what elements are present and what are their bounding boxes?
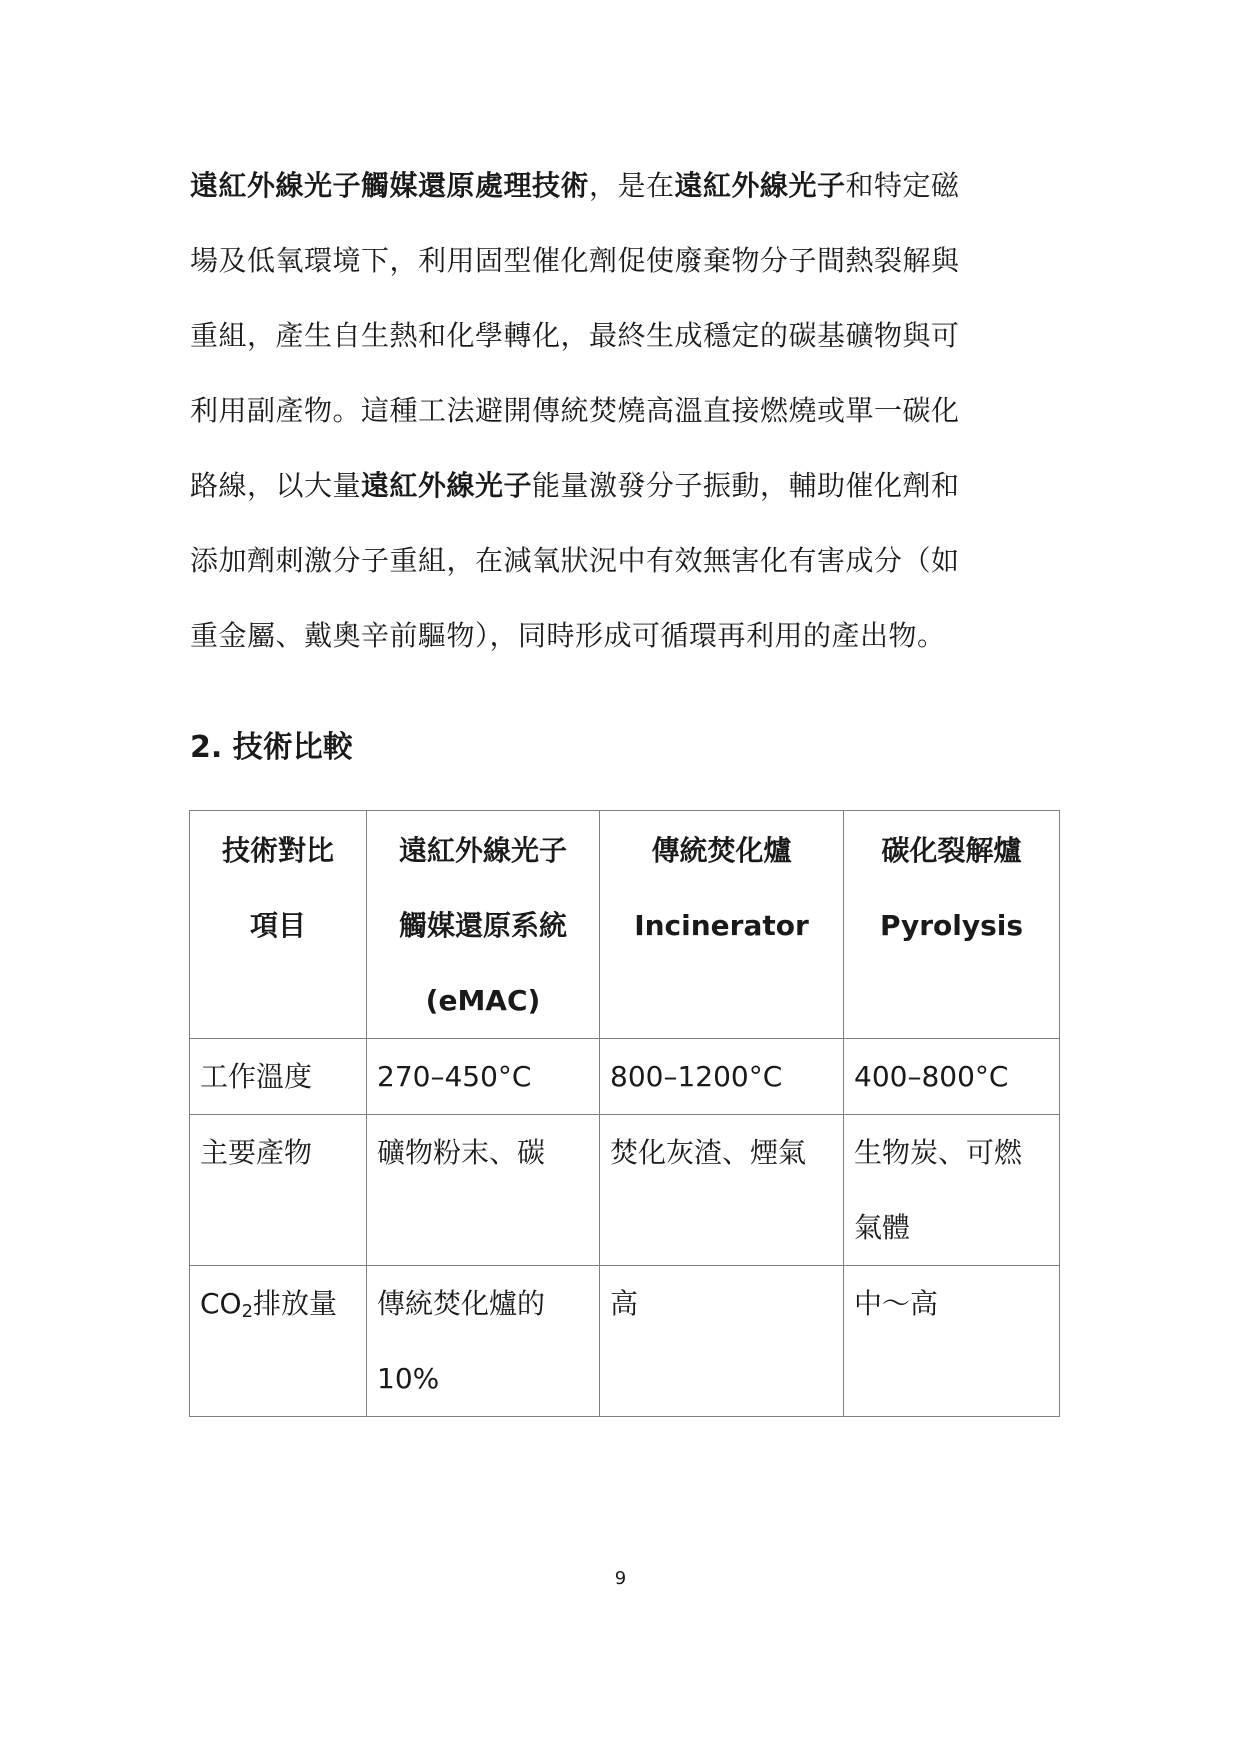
paragraph-text: ，是在 [589, 169, 675, 202]
header-cell-pyrolysis [844, 811, 1060, 1039]
paragraph-text: 路線，以大量 [190, 469, 362, 502]
header-line: Pyrolysis [879, 909, 1024, 942]
table-cell [600, 1115, 844, 1266]
header-cell-incinerator [600, 811, 844, 1039]
cell-text: 生物炭、可燃 [854, 1136, 1023, 1169]
row-label-cell [190, 1039, 367, 1115]
paragraph-line [190, 458, 1050, 533]
paragraph-line [190, 383, 1050, 458]
table-cell [600, 1039, 844, 1115]
cell-text: 焚化灰渣、煙氣 [610, 1136, 807, 1169]
paragraph-text: 利用副產物。這種工法避開傳統焚燒高溫直接燃燒或單一碳化 [190, 394, 960, 427]
table-cell [844, 1266, 1060, 1417]
bold-term: 遠紅外線光子觸媒還原處理技術 [190, 169, 590, 202]
header-cell-emac [367, 811, 600, 1039]
table-row [190, 1266, 1060, 1417]
cell-text: 中～高 [854, 1287, 939, 1320]
table-cell [367, 1266, 600, 1417]
cell-text: 主要產物 [200, 1136, 313, 1169]
header-line: 技術對比 [221, 834, 334, 867]
cell-text: 高 [610, 1287, 639, 1320]
header-line: 觸媒還原系統 [398, 909, 567, 942]
cell-text: 氣體 [854, 1211, 911, 1244]
cell-text: 800–1200°C [610, 1060, 783, 1093]
header-line: 碳化裂解爐 [881, 834, 1022, 867]
co2-subscript: 2 [241, 1301, 254, 1322]
table-row [190, 1115, 1060, 1266]
header-line: (eMAC) [425, 984, 541, 1017]
paragraph-text: 添加劑刺激分子重組，在減氧狀況中有效無害化有害成分（如 [190, 544, 960, 577]
table-cell [844, 1039, 1060, 1115]
cell-text: 傳統焚化爐的 [377, 1287, 546, 1320]
cell-text: 270–450°C [377, 1060, 532, 1093]
page-number: 9 [614, 1568, 627, 1589]
table-cell [367, 1115, 600, 1266]
cell-text: 10% [377, 1362, 440, 1395]
paragraph-line [190, 158, 1050, 233]
co2-suffix: 排放量 [253, 1287, 338, 1320]
header-line: 項目 [249, 909, 306, 942]
body-paragraph [190, 158, 1050, 683]
header-line: 傳統焚化爐 [651, 834, 792, 867]
paragraph-text: 能量激發分子振動，輔助催化劑和 [532, 469, 960, 502]
co2-label [200, 1266, 356, 1349]
comparison-table [189, 810, 1060, 1417]
paragraph-line [190, 608, 1050, 683]
table-cell [367, 1039, 600, 1115]
paragraph-text: 和特定磁 [845, 169, 960, 202]
paragraph-text: 重組，產生自生熱和化學轉化，最終生成穩定的碳基礦物與可 [190, 319, 960, 352]
header-cell-item [190, 811, 367, 1039]
paragraph-line [190, 533, 1050, 608]
table-header-row [190, 811, 1060, 1039]
row-label-cell [190, 1115, 367, 1266]
row-label-cell [190, 1266, 367, 1417]
bold-term: 遠紅外線光子 [361, 469, 533, 502]
paragraph-line [190, 233, 1050, 308]
table-cell [600, 1266, 844, 1417]
paragraph-line [190, 308, 1050, 383]
cell-text: 工作溫度 [200, 1060, 313, 1093]
cell-text: 400–800°C [854, 1060, 1009, 1093]
paragraph-text: 重金屬、戴奧辛前驅物），同時形成可循環再利用的產出物。 [190, 619, 946, 652]
bold-term: 遠紅外線光子 [674, 169, 846, 202]
paragraph-text: 場及低氧環境下，利用固型催化劑促使廢棄物分子間熱裂解與 [190, 244, 960, 277]
header-line: Incinerator [634, 909, 809, 942]
cell-text: 礦物粉末、碳 [377, 1136, 546, 1169]
header-line: 遠紅外線光子 [398, 834, 567, 867]
section-heading: 2. 技術比較 [190, 730, 353, 765]
table-row [190, 1039, 1060, 1115]
co2-prefix: CO [200, 1287, 242, 1320]
table-cell [844, 1115, 1060, 1266]
